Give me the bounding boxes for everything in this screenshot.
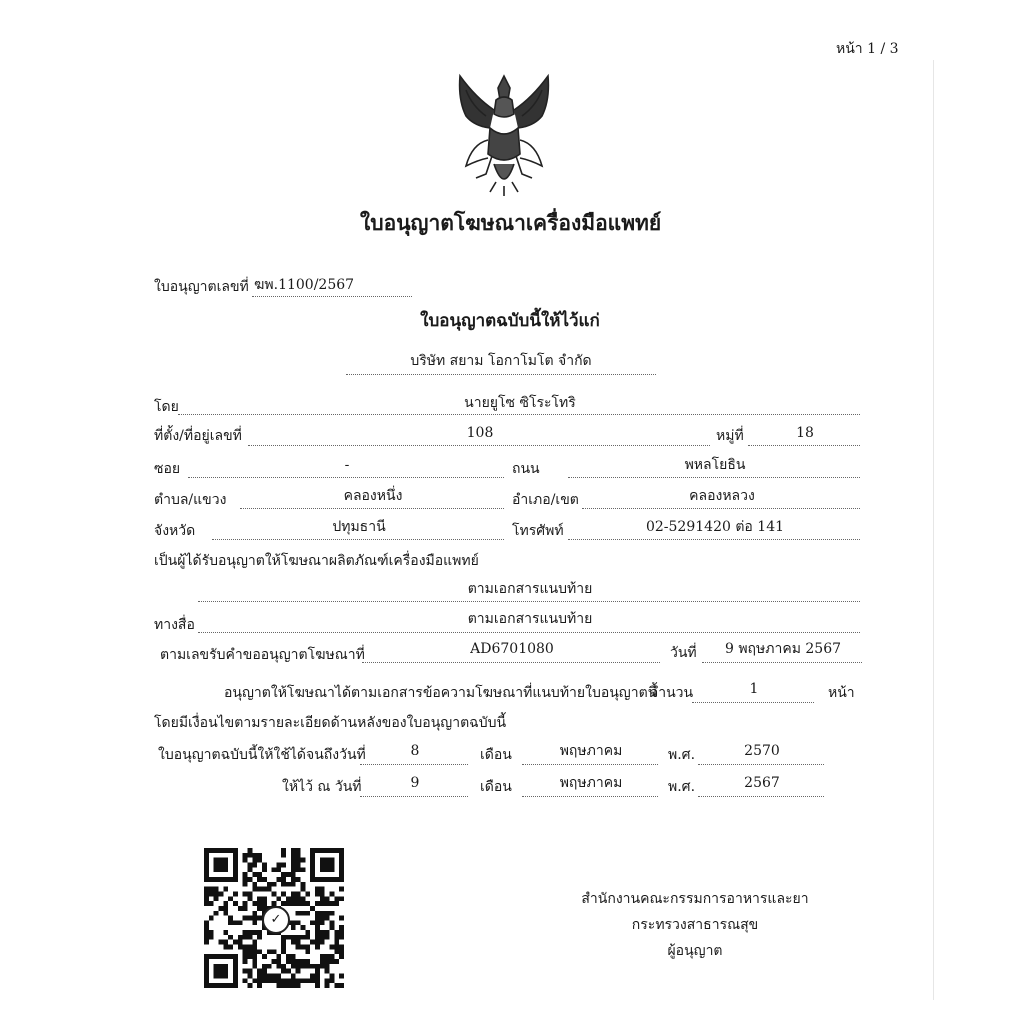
license-no-line: [252, 296, 412, 297]
soi-value: -: [344, 457, 350, 473]
request-label: ตามเลขรับคำขออนุญาตโฆษณาที่: [160, 647, 365, 663]
product-value: ตามเอกสารแนบท้าย: [467, 581, 593, 597]
moo-label: หมู่ที่: [716, 428, 744, 444]
issued-on-day: 9: [410, 775, 420, 791]
subdistrict-label: ตำบล/แขวง: [154, 492, 227, 508]
by-value: นายยูโซ ซิโระโทริ: [464, 395, 576, 411]
fda-logo-icon: ✓: [262, 906, 290, 934]
district-value: คลองหลวง: [689, 488, 755, 504]
request-value: AD6701080: [470, 641, 554, 657]
page-number: หน้า 1 / 3: [836, 41, 899, 57]
subdistrict-line: [240, 508, 504, 509]
issued-on-month: พฤษภาคม: [559, 775, 623, 791]
media-value: ตามเอกสารแนบท้าย: [467, 611, 593, 627]
road-line: [568, 477, 860, 478]
valid-until-year: 2570: [744, 743, 780, 759]
issued-on-year: 2567: [744, 775, 780, 791]
company-line: [346, 374, 656, 375]
product-line: [198, 601, 860, 602]
issued-on-month-line: [522, 796, 658, 797]
conditions-text: โดยมีเงื่อนไขตามรายละเอียดด้านหลังของใบอนุญาตฉบับนี้: [154, 715, 507, 731]
media-label: ทางสื่อ: [154, 617, 195, 633]
road-label: ถนน: [512, 461, 540, 477]
request-date-label: วันที่: [670, 645, 697, 661]
province-label: จังหวัด: [154, 523, 196, 539]
issued-on-day-line: [360, 796, 468, 797]
valid-until-day: 8: [410, 743, 420, 759]
authority-role: ผู้อนุญาต: [667, 943, 723, 959]
issued-on-month-label: เดือน: [480, 779, 512, 795]
moo-line: [748, 445, 860, 446]
authority-office: สำนักงานคณะกรรมการอาหารและยา: [581, 891, 809, 907]
subdistrict-value: คลองหนึ่ง: [343, 488, 403, 504]
valid-until-month-label: เดือน: [480, 747, 512, 763]
media-line: [198, 632, 860, 633]
soi-label: ซอย: [154, 461, 181, 477]
company-name: บริษัท สยาม โอกาโมโต จำกัด: [410, 353, 592, 369]
valid-until-day-line: [360, 764, 468, 765]
license-no-label: ใบอนุญาตเลขที่: [154, 279, 249, 295]
approval-count-label: จำนวน: [650, 685, 694, 701]
issued-on-label: ให้ไว้ ณ วันที่: [282, 779, 362, 795]
phone-line: [568, 539, 860, 540]
by-label: โดย: [154, 399, 179, 415]
house-no-label: ที่ตั้ง/ที่อยู่เลขที่: [154, 428, 242, 444]
approval-unit: หน้า: [828, 685, 855, 701]
road-value: พหลโยธิน: [684, 457, 746, 473]
authority-ministry: กระทรวงสาธารณสุข: [631, 917, 759, 933]
valid-until-year-line: [698, 764, 824, 765]
province-value: ปทุมธานี: [332, 519, 386, 535]
valid-until-label: ใบอนุญาตฉบับนี้ให้ใช้ได้จนถึงวันที่: [158, 747, 366, 763]
approval-count-line: [692, 702, 814, 703]
district-line: [582, 508, 860, 509]
valid-until-year-label: พ.ศ.: [668, 747, 696, 763]
request-date-value: 9 พฤษภาคม 2567: [724, 641, 842, 657]
garuda-emblem-icon: [446, 70, 562, 198]
issued-to-heading: ใบอนุญาตฉบับนี้ให้ไว้แก่: [420, 311, 600, 331]
request-line: [362, 662, 660, 663]
house-no-value: 108: [466, 425, 494, 441]
valid-until-month: พฤษภาคม: [559, 743, 623, 759]
approval-count-value: 1: [749, 681, 759, 697]
license-no-value: ฆพ.1100/2567: [254, 277, 355, 293]
page-edge-shadow: [933, 60, 934, 1000]
issued-on-year-label: พ.ศ.: [668, 779, 696, 795]
house-no-line: [248, 445, 710, 446]
moo-value: 18: [796, 425, 814, 441]
phone-label: โทรศัพท์: [512, 523, 564, 539]
by-line: [178, 414, 860, 415]
phone-value: 02-5291420 ต่อ 141: [645, 519, 785, 535]
product-label: เป็นผู้ได้รับอนุญาตให้โฆษณาผลิตภัณฑ์เครื่องมือแพทย์: [154, 553, 479, 569]
soi-line: [188, 477, 504, 478]
document-title: ใบอนุญาตโฆษณาเครื่องมือแพทย์: [360, 210, 662, 235]
district-label: อำเภอ/เขต: [512, 492, 579, 508]
approval-text: อนุญาตให้โฆษณาได้ตามเอกสารข้อความโฆษณาที่แนบท้ายใบอนุญาตนี้: [224, 685, 658, 701]
valid-until-month-line: [522, 764, 658, 765]
issued-on-year-line: [698, 796, 824, 797]
province-line: [212, 539, 504, 540]
request-date-line: [702, 662, 862, 663]
